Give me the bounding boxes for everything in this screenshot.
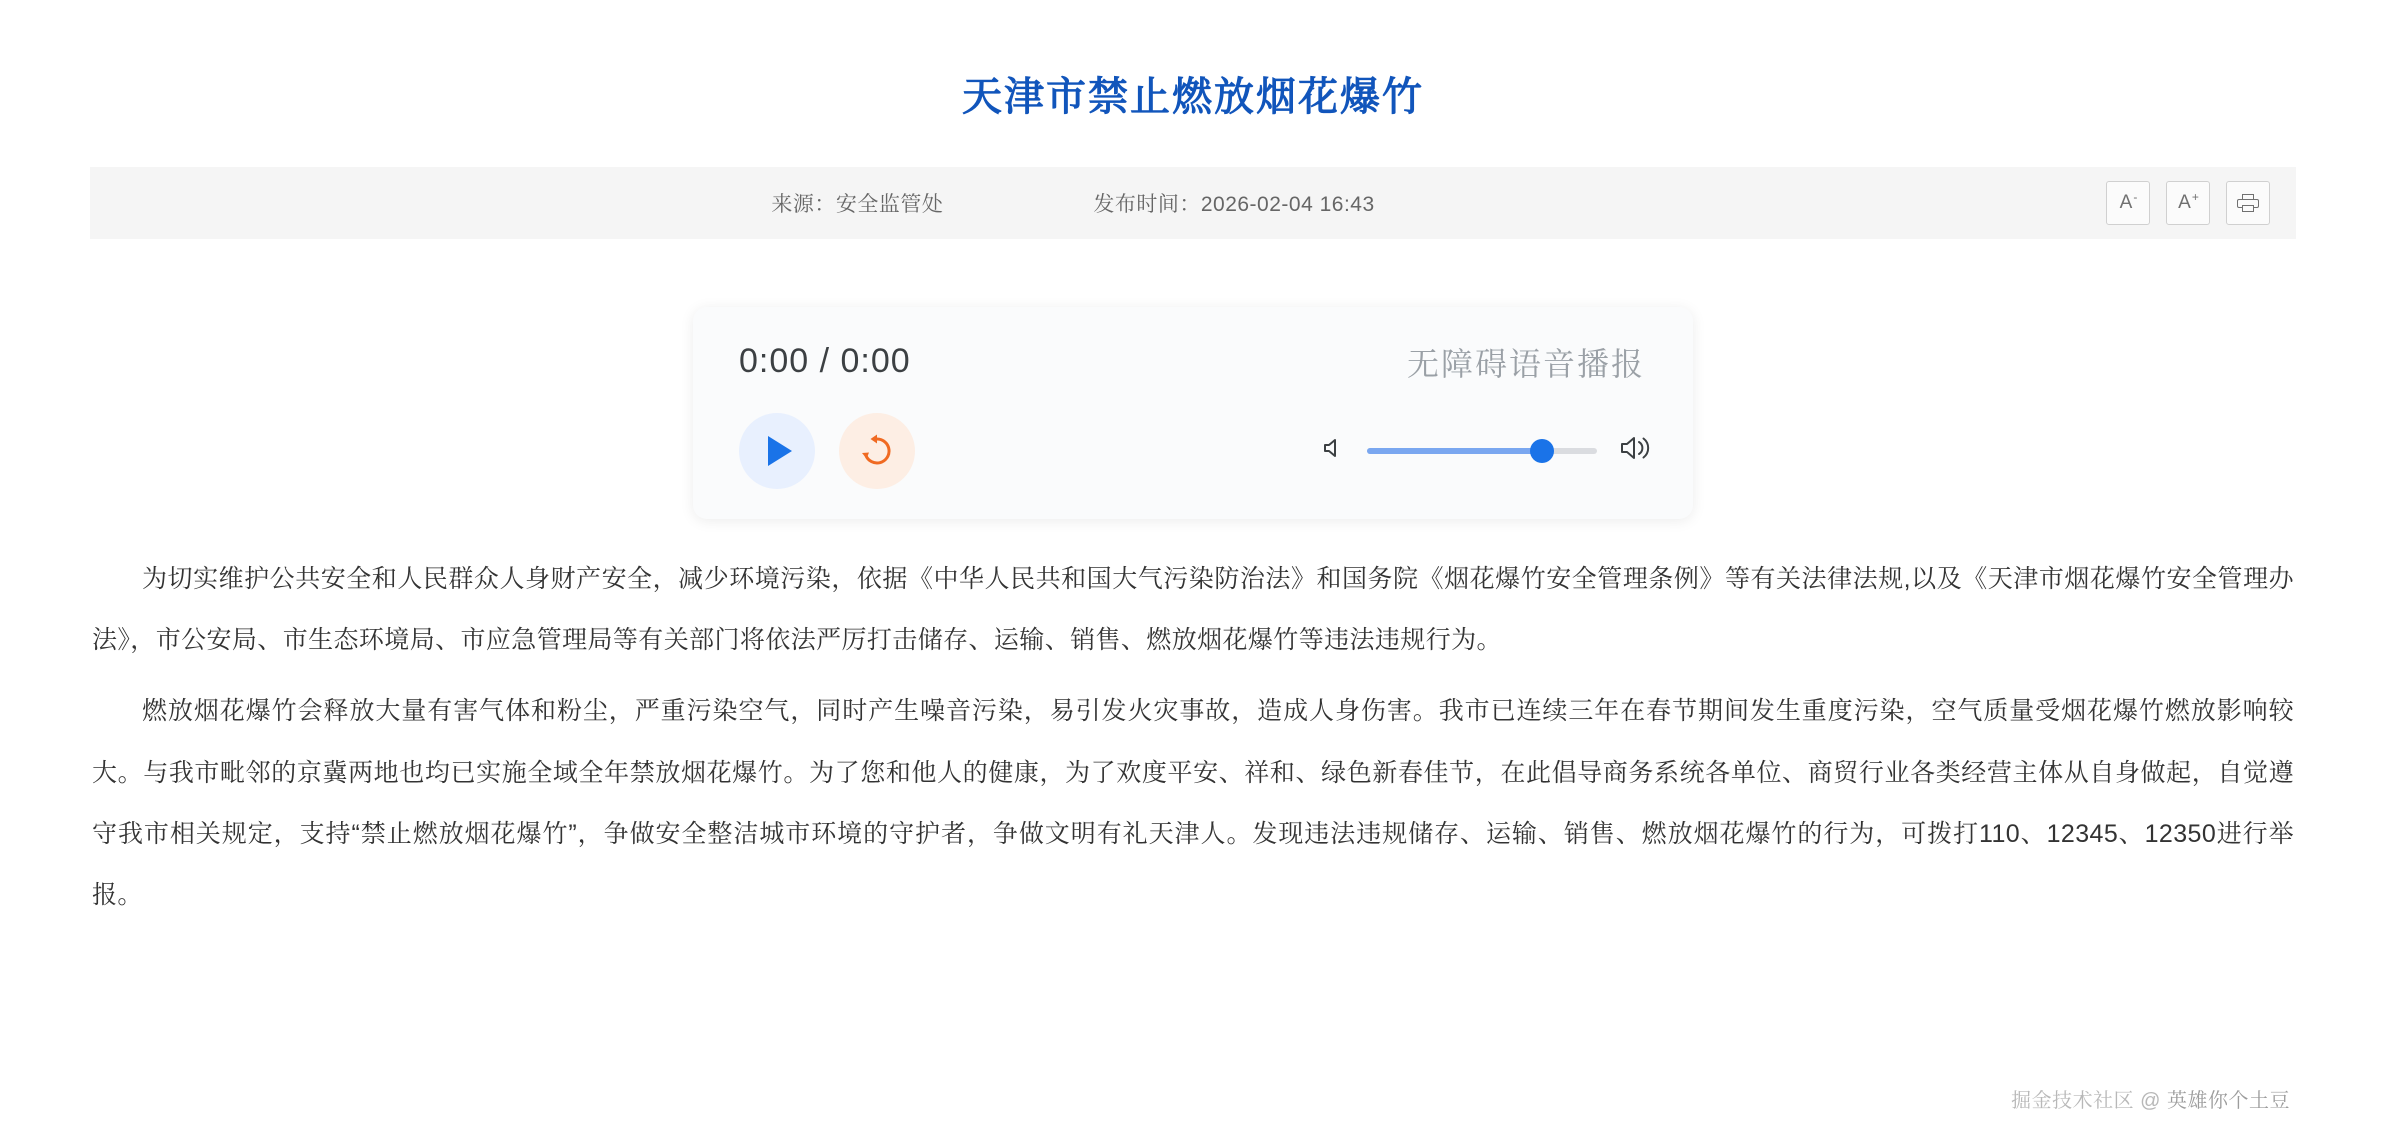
volume-slider-fill: [1367, 448, 1542, 454]
article-paragraph: 为切实维护公共安全和人民群众人身财产安全，减少环境污染，依据《中华人民共和国大气污染防治法》和国务院《烟花爆竹安全管理条例》等有关法律法规,以及《天津市烟花爆竹安全管理办法》，市公安局、市生态环境局、市应急管理局等有关部门将依法严厉打击储存、运输、销售、燃放烟花爆竹等违法违规行为。: [92, 564, 2294, 655]
watermark-user: 英雄你个土豆: [2167, 1089, 2290, 1112]
audio-player: [693, 307, 1693, 519]
play-button[interactable]: [739, 413, 815, 489]
meta-publish-time: [1093, 188, 1374, 218]
watermark: [2011, 1084, 2290, 1113]
audio-player-wrapper: [0, 307, 2386, 519]
volume-slider-handle[interactable]: [1530, 439, 1554, 463]
replay-icon: [857, 431, 897, 471]
meta-publish-value: 2026-02-04 16:43: [1200, 192, 1375, 216]
meta-source-value: 安全监管处: [835, 192, 944, 216]
article-meta-bar: [90, 167, 2296, 239]
decrease-font-letter: A: [2119, 191, 2133, 213]
printer-icon: [2237, 194, 2259, 212]
player-top-row: [733, 333, 1653, 385]
print-button[interactable]: [2226, 181, 2270, 225]
article-paragraph: 燃放烟花爆竹会释放大量有害气体和粉尘，严重污染空气，同时产生噪音污染，易引发火灾事故，造成人身伤害。我市已连续三年在春节期间发生重度污染，空气质量受烟花爆竹燃放影响较大。与我市毗邻的京冀两地也均已实施全域全年禁放烟花爆竹。为了您和他人的健康，为了欢度平安、祥和、绿色新春佳节，在此倡导商务系统各单位、商贸行业各类经营主体从自身做起，自觉遵守我市相关规定，支持“禁止燃放烟花爆竹”，争做安全整洁城市环境的守护者，争做文明有礼天津人。发现违法违规储存、运输、销售、燃放烟花爆竹的行为，可拨打110、12345、12350进行举报。: [92, 697, 2294, 910]
player-label: 无障碍语音播报: [1406, 345, 1645, 382]
meta-source-label: 来源：: [771, 192, 836, 216]
volume-control: [1319, 434, 1653, 467]
speaker-low-icon[interactable]: [1319, 435, 1345, 466]
decrease-font-size-button[interactable]: [2106, 181, 2150, 225]
article-page: [0, 27, 2386, 1139]
meta-publish-label: 发布时间：: [1093, 192, 1201, 216]
meta-source: [771, 188, 943, 218]
increase-font-sign: +: [2191, 189, 2199, 204]
volume-slider[interactable]: [1367, 448, 1597, 454]
playback-time: 0:00 / 0:00: [739, 342, 911, 381]
increase-font-letter: A: [2178, 191, 2191, 213]
player-controls-row: [733, 413, 1653, 489]
meta-info-group: [0, 188, 2176, 218]
increase-font-size-button[interactable]: [2166, 181, 2210, 225]
article-tools: [2106, 167, 2270, 239]
watermark-site: 掘金技术社区 @: [2011, 1089, 2167, 1112]
replay-button[interactable]: [839, 413, 915, 489]
speaker-high-icon[interactable]: [1619, 434, 1653, 467]
play-icon: [768, 436, 792, 466]
page-title: 天津市禁止燃放烟花爆竹: [962, 74, 1424, 119]
article-body: [92, 549, 2294, 927]
decrease-font-sign: -: [2133, 189, 2138, 204]
